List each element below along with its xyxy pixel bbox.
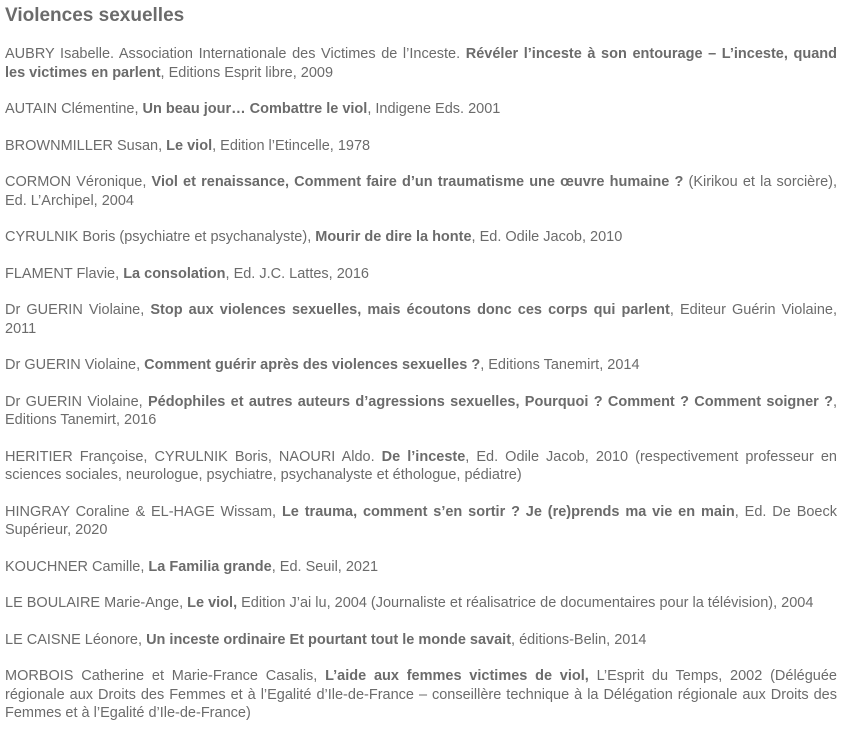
entry-title: Comment guérir après des violences sexuelles ? [144, 357, 481, 373]
entry-rest: , Edition l’Etincelle, 1978 [212, 137, 371, 154]
entry-author: MORBOIS Catherine et Marie-France Casalis, [5, 668, 326, 684]
entry-rest: Edition J’ai lu, 2004 (Journaliste et réalisatrice de documentaires pour la télévision), 2004 [237, 595, 814, 611]
entry-title: La Familia grande [148, 558, 272, 575]
entry-rest: , Editions Esprit libre, 2009 [160, 64, 334, 81]
bibliography-entry [5, 45, 837, 82]
entry-title: Le viol, [187, 595, 238, 611]
entry-rest: , Editeur Guérin Violaine, 2011 [5, 302, 838, 337]
entry-title: L’aide aux femmes victimes de viol, [325, 668, 589, 684]
entry-rest: , Ed. Odile Jacob, 2010 (respectivement professeur en sciences sociales, neurologue, psychiatre, psychanalyste et éthologue, pédiatre) [5, 448, 837, 483]
entry-author: Dr GUERIN Violaine, [5, 393, 148, 410]
entry-title: Stop aux violences sexuelles, mais écoutons donc ces corps qui parlent [150, 302, 670, 318]
entry-rest: , éditions-Belin, 2014 [511, 631, 647, 648]
entry-title: Viol et renaissance, Comment faire d’un traumatisme une œuvre humaine ? [151, 174, 684, 190]
entry-title: Un beau jour… Combattre le viol [142, 101, 368, 117]
bibliography-entry [5, 448, 837, 485]
entry-title: Un inceste ordinaire Et pourtant tout le monde savait [146, 631, 512, 648]
bibliography-list [5, 45, 837, 723]
entry-rest: (Kirikou et la sorcière), Ed. L’Archipel, 2004 [5, 174, 837, 209]
entry-author: CYRULNIK Boris (psychiatre et psychanalyste), [5, 229, 316, 245]
bibliography-entry [5, 356, 837, 375]
entry-author: KOUCHNER Camille, [5, 558, 149, 575]
entry-author: Dr GUERIN Violaine, [5, 357, 145, 373]
entry-author: HINGRAY Coraline & EL-HAGE Wissam, [5, 503, 282, 520]
entry-author: CORMON Véronique, [5, 174, 152, 190]
entry-title: Le viol [166, 137, 213, 154]
entry-author: AUTAIN Clémentine, [5, 101, 143, 117]
entry-title: De l’inceste [381, 448, 466, 465]
entry-rest: , Editions Tanemirt, 2014 [480, 357, 640, 373]
entry-rest: , Ed. Seuil, 2021 [271, 558, 379, 575]
entry-title: La consolation [123, 265, 226, 282]
entry-rest: L’Esprit du Temps, 2002 (Déléguée régionale aux Droits des Femmes et à l’Egalité d’Ile-de-France – conseillère technique à la Délégation régionale aux Droits des Femmes et à l’Egalité d’Ile-de-France) [5, 668, 837, 721]
bibliography-entry [5, 558, 837, 577]
bibliography-entry [5, 173, 837, 210]
bibliography-entry [5, 667, 837, 723]
entry-author: LE CAISNE Léonore, [5, 631, 147, 648]
bibliography-entry [5, 393, 837, 430]
entry-title: Mourir de dire la honte [315, 229, 472, 245]
bibliography-entry [5, 100, 837, 119]
bibliography-entry [5, 228, 837, 247]
entry-author: LE BOULAIRE Marie-Ange, [5, 595, 188, 611]
bibliography-entry [5, 137, 837, 156]
entry-title: Révéler l’inceste à son entourage – L’inceste, quand les victimes en parlent [5, 46, 837, 81]
entry-author: BROWNMILLER Susan, [5, 137, 167, 154]
bibliography-entry [5, 594, 837, 613]
entry-author: AUBRY Isabelle. Association Internationale des Victimes de l’Inceste. [5, 46, 466, 62]
entry-author: FLAMENT Flavie, [5, 265, 124, 282]
entry-rest: , Indigene Eds. 2001 [367, 101, 501, 117]
entry-rest: , Ed. De Boeck Supérieur, 2020 [5, 503, 838, 538]
section-heading: Violences sexuelles [5, 5, 185, 26]
entry-rest: , Editions Tanemirt, 2016 [5, 393, 837, 428]
entry-title: Pédophiles et autres auteurs d’agressions sexuelles, Pourquoi ? Comment ? Comment soigner ? [148, 393, 833, 410]
bibliography-entry [5, 503, 837, 540]
entry-author: Dr GUERIN Violaine, [5, 302, 151, 318]
bibliography-entry [5, 301, 837, 338]
entry-rest: , Ed. J.C. Lattes, 2016 [225, 265, 369, 282]
bibliography-entry [5, 631, 837, 650]
entry-title: Le trauma, comment s’en sortir ? Je (re)prends ma vie en main [281, 503, 735, 520]
entry-rest: , Ed. Odile Jacob, 2010 [471, 229, 623, 245]
bibliography-entry [5, 265, 837, 284]
entry-author: HERITIER Françoise, CYRULNIK Boris, NAOURI Aldo. [5, 448, 382, 465]
